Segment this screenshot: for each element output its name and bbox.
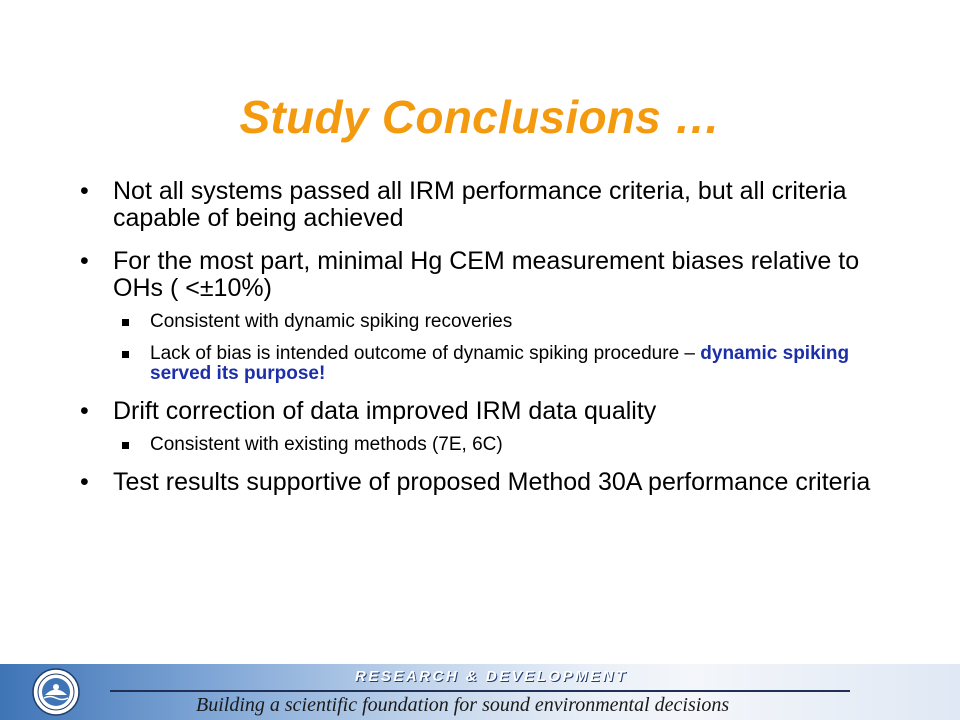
epa-seal-icon [32,668,80,716]
square-bullet-icon [122,442,129,449]
sub-bullet-text: Consistent with existing methods (7E, 6C) [150,434,503,455]
square-bullet-icon [122,351,129,358]
sub-bullet-list [80,435,880,455]
footer-divider [110,690,850,692]
bullet-item [80,178,880,232]
bullet-item [80,469,880,496]
bullet-list [80,178,880,512]
slide-title: Study Conclusions … [239,91,721,143]
sub-bullet-item [80,435,880,455]
square-bullet-icon [122,319,129,326]
sub-bullet-text: Consistent with dynamic spiking recoveries [150,311,513,332]
bullet-dot-icon: • [80,468,89,496]
bullet-text: For the most part, minimal Hg CEM measurement biases relative to OHs ( <±10%) [113,247,860,302]
bullet-item [80,248,880,302]
bullet-text: Drift correction of data improved IRM data quality [113,397,657,425]
sub-bullet-item [80,344,880,384]
sub-bullet-list [80,312,880,384]
bullet-dot-icon: • [80,397,89,425]
sub-bullet-item [80,312,880,332]
sub-bullet-text: Lack of bias is intended outcome of dynamic spiking procedure – [150,343,701,364]
highlight-text: dynamic spiking served its purpose! [150,343,850,384]
bullet-text: Test results supportive of proposed Method 30A performance criteria [113,468,871,496]
bullet-dot-icon: • [80,247,89,275]
bullet-item [80,398,880,425]
bullet-text: Not all systems passed all IRM performance criteria, but all criteria capable of being achieved [113,177,847,232]
footer-banner [0,664,960,720]
footer-tagline: Building a scientific foundation for sound environmental decisions [196,694,730,716]
bullet-dot-icon: • [80,177,89,205]
banner-title: RESEARCH & DEVELOPMENT [355,668,628,685]
